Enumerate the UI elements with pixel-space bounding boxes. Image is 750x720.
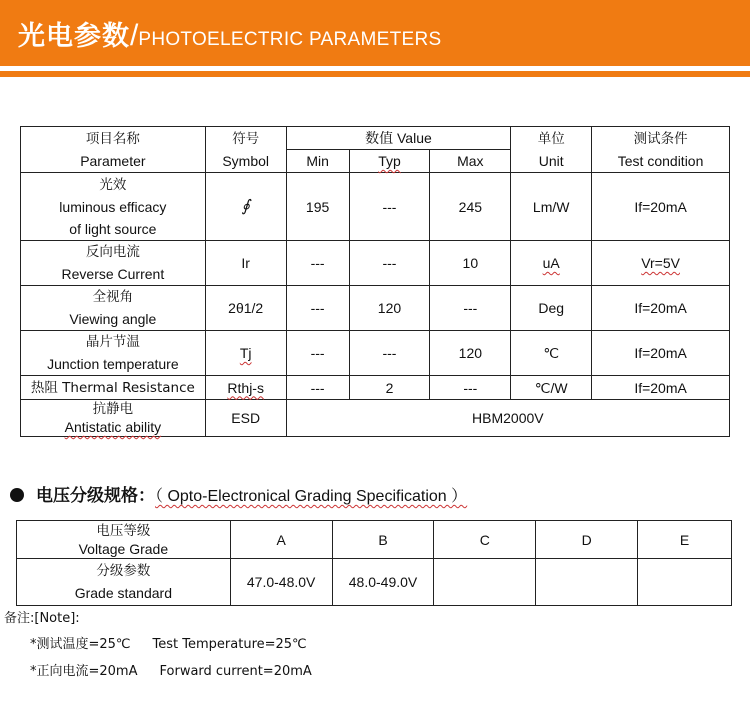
param-min: --- xyxy=(286,331,349,376)
table-row xyxy=(17,521,732,559)
header-unit: 单位 Unit xyxy=(511,127,592,173)
param-typ: --- xyxy=(349,331,430,376)
param-min: --- xyxy=(286,241,349,286)
note-en: Forward current=20mA xyxy=(159,664,312,679)
param-name: 全视角 Viewing angle xyxy=(21,286,206,331)
param-unit: Lm/W xyxy=(511,173,592,241)
param-symbol: Tj xyxy=(205,331,286,376)
header-bar xyxy=(0,0,750,66)
page-title xyxy=(18,16,442,56)
param-condition: If=20mA xyxy=(592,331,730,376)
header-value: 数值 Value xyxy=(286,127,511,150)
param-typ: --- xyxy=(349,173,430,241)
param-name: 抗静电 Antistatic ability xyxy=(21,400,206,437)
param-value: HBM2000V xyxy=(286,400,729,437)
param-name: 晶片节温 Junction temperature xyxy=(21,331,206,376)
param-condition: If=20mA xyxy=(592,286,730,331)
standard-cell: 47.0-48.0V xyxy=(230,559,332,606)
header-test-condition: 测试条件 Test condition xyxy=(592,127,730,173)
param-name: 热阻 Thermal Resistance xyxy=(21,376,206,400)
table-row xyxy=(21,376,730,400)
note-cn: *测试温度=25℃ xyxy=(30,637,131,652)
param-max: --- xyxy=(430,376,511,400)
title-en: PHOTOELECTRIC PARAMETERS xyxy=(138,29,442,50)
grade-cell: B xyxy=(332,521,434,559)
header-max: Max xyxy=(430,150,511,173)
param-unit: ℃ xyxy=(511,331,592,376)
param-symbol: 2θ1/2 xyxy=(205,286,286,331)
param-symbol: Ir xyxy=(205,241,286,286)
table-row xyxy=(21,173,730,241)
param-typ: --- xyxy=(349,241,430,286)
voltage-grading-table xyxy=(16,520,732,606)
grade-standard-label: 分级参数 Grade standard xyxy=(17,559,231,606)
param-min: 195 xyxy=(286,173,349,241)
standard-cell xyxy=(536,559,638,606)
param-name: 光效 luminous efficacy of light source xyxy=(21,173,206,241)
table-row xyxy=(17,559,732,606)
photoelectric-params-table xyxy=(20,126,730,437)
param-max: 120 xyxy=(430,331,511,376)
param-max: 245 xyxy=(430,173,511,241)
grading-section-title xyxy=(10,483,467,509)
grade-cell: C xyxy=(434,521,536,559)
voltage-grade-label: 电压等级 Voltage Grade xyxy=(17,521,231,559)
param-max: --- xyxy=(430,286,511,331)
note-item xyxy=(30,633,307,652)
note-en: Test Temperature=25℃ xyxy=(152,637,307,652)
header-min: Min xyxy=(286,150,349,173)
table-row xyxy=(21,331,730,376)
param-condition: If=20mA xyxy=(592,376,730,400)
param-symbol: Rthj-s xyxy=(205,376,286,400)
param-symbol: ESD xyxy=(205,400,286,437)
param-unit: Deg xyxy=(511,286,592,331)
header-typ: Typ xyxy=(349,150,430,173)
table-row xyxy=(21,241,730,286)
table-row xyxy=(21,400,730,437)
header-parameter: 项目名称 Parameter xyxy=(21,127,206,173)
title-slash: / xyxy=(130,19,139,52)
bullet-icon xyxy=(10,488,24,502)
header-symbol: 符号 Symbol xyxy=(205,127,286,173)
grade-cell: E xyxy=(638,521,732,559)
grade-cell: A xyxy=(230,521,332,559)
standard-cell xyxy=(434,559,536,606)
param-name: 反向电流 Reverse Current xyxy=(21,241,206,286)
standard-cell xyxy=(638,559,732,606)
note-cn: *正向电流=20mA xyxy=(30,664,138,679)
param-typ: 120 xyxy=(349,286,430,331)
note-item xyxy=(30,660,312,679)
param-unit: uA xyxy=(511,241,592,286)
grading-title-cn: 电压分级规格： xyxy=(36,486,155,506)
param-min: --- xyxy=(286,286,349,331)
grading-title-en: （ Opto-Electronical Grading Specification ） xyxy=(155,488,468,505)
table-row xyxy=(21,286,730,331)
header-underline xyxy=(0,71,750,77)
title-cn: 光电参数 xyxy=(18,21,130,52)
param-min: --- xyxy=(286,376,349,400)
param-unit: ℃/W xyxy=(511,376,592,400)
param-condition: Vr=5V xyxy=(592,241,730,286)
param-symbol: ∮ xyxy=(205,173,286,241)
standard-cell: 48.0-49.0V xyxy=(332,559,434,606)
param-condition: If=20mA xyxy=(592,173,730,241)
param-typ: 2 xyxy=(349,376,430,400)
grade-cell: D xyxy=(536,521,638,559)
note-label: 备注:[Note]: xyxy=(4,611,80,626)
param-max: 10 xyxy=(430,241,511,286)
